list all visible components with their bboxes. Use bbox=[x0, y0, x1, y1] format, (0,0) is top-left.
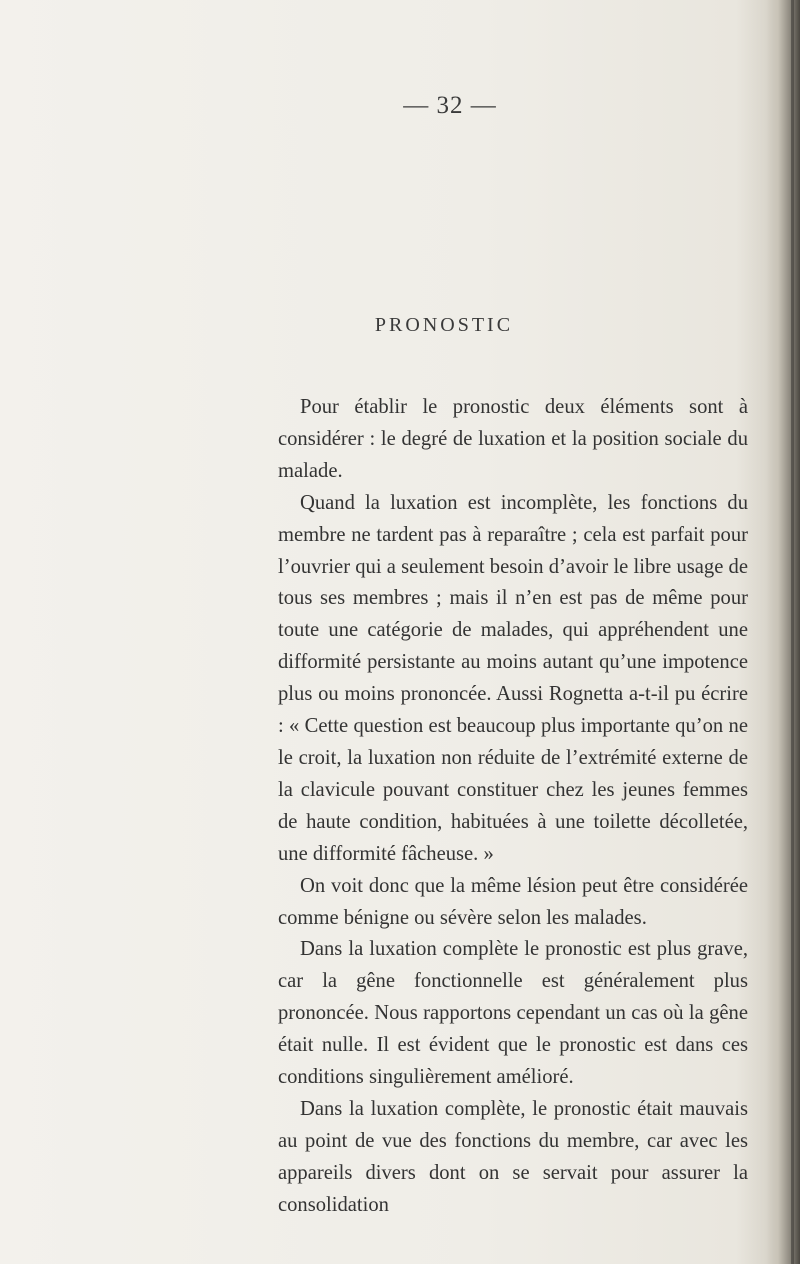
page-edge-shadow bbox=[766, 0, 800, 1264]
paragraph: Dans la luxation complète le pronostic est plus grave, car la gêne fonctionnelle est généralement plus prononcée. Nous rapportons cependant un cas où la gêne était nulle. Il est évident que le pronostic est dans ces conditions singulièrement amélioré. bbox=[278, 938, 748, 1089]
section-heading: PRONOSTIC bbox=[374, 314, 514, 336]
paragraph: Dans la luxation complète, le pronostic était mauvais au point de vue des fonctions du membre, car avec les appareils divers dont on se servait pour assurer la consolidation bbox=[278, 1097, 748, 1216]
page-number: — 32 — bbox=[403, 92, 497, 119]
paragraph: On voit donc que la même lésion peut être considérée comme bénigne ou sévère selon les malades. bbox=[278, 874, 748, 929]
paragraph: Quand la luxation est incomplète, les fonctions du membre ne tardent pas à reparaître ; cela est parfait pour l’ouvrier qui a seulement besoin d’avoir le libre usage de tous ses membres ; mais il n’en est pas de même pour toute une catégorie de malades, qui appréhendent une difformité persistante au moins autant qu’une impotence plus ou moins prononcée. Aussi Rognetta a-t-il pu écrire : « Cette question est beaucoup plus importante qu’on ne le croit, la luxation non réduite de l’extrémité externe de la clavicule pouvant constituer chez les jeunes femmes de haute condition, habituées à une toilette décolletée, une difformité fâcheuse. » bbox=[278, 491, 748, 865]
body-text bbox=[278, 392, 748, 1222]
binding-line bbox=[791, 0, 794, 1264]
paragraph: Pour établir le pronostic deux éléments sont à considérer : le degré de luxation et la position sociale du malade. bbox=[278, 396, 748, 482]
